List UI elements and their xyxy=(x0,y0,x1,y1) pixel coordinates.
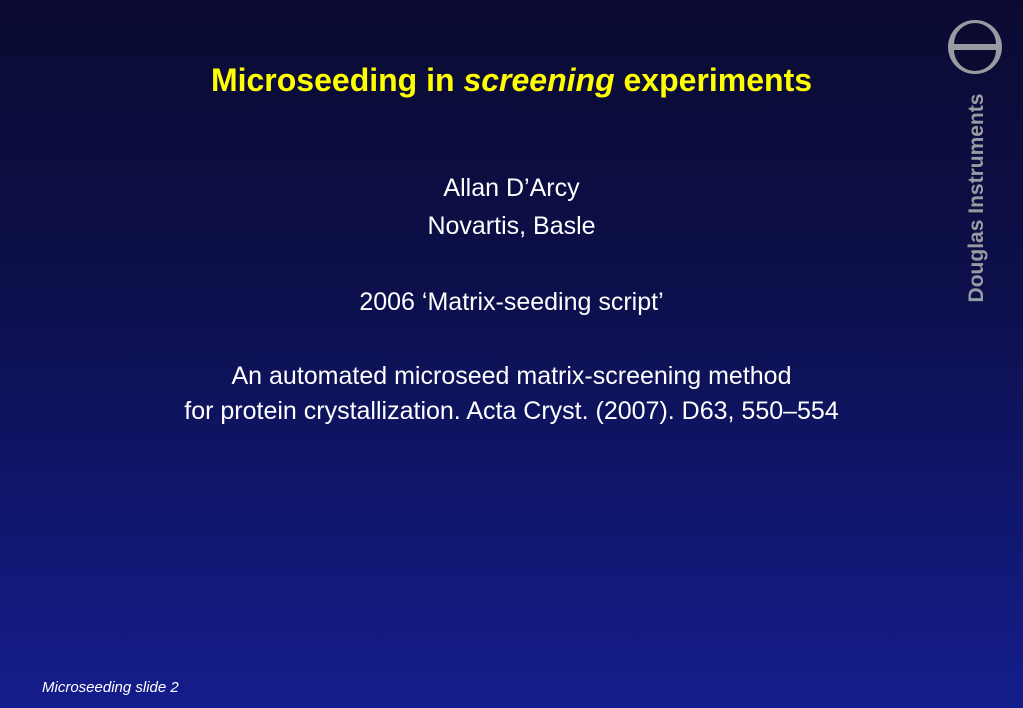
author-affiliation: Novartis, Basle xyxy=(427,212,596,240)
title-emphasis: screening xyxy=(463,62,615,98)
paper-title-line-2: for protein crystallization. Acta Cryst. (2007). D63, 550–554 xyxy=(184,397,839,425)
paper-title-line-1: An automated microseed matrix-screening method xyxy=(231,362,792,390)
author-name: Allan D’Arcy xyxy=(443,174,580,202)
title-part-1: Microseeding in xyxy=(210,62,464,98)
script-line: 2006 ‘Matrix-seeding script’ xyxy=(359,288,664,316)
brand-name: Douglas Instruments xyxy=(965,93,988,303)
title-part-2: experiments xyxy=(614,62,813,98)
slide-footer: Microseeding slide 2 xyxy=(42,679,179,696)
douglas-instruments-logo-icon xyxy=(946,18,1004,76)
slide-title xyxy=(0,62,1023,99)
